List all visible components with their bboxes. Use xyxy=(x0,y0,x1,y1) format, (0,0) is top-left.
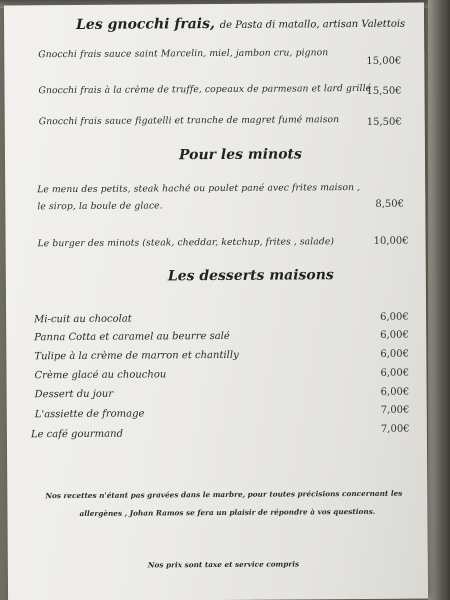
dessert-item-price: 6,00€ xyxy=(380,348,410,360)
kids-menu-line-1: Le menu des petits, steak haché ou poulet pané avec frites maison , xyxy=(37,181,361,196)
dessert-item-price: 7,00€ xyxy=(380,404,410,416)
minots-heading: Pour les minots xyxy=(178,146,302,164)
gnocchi-subheading: de Pasta di matallo, artisan Valettois xyxy=(219,18,406,31)
dessert-item-price: 6,00€ xyxy=(380,386,410,398)
prices-note: Nos prix sont taxe et service compris xyxy=(147,559,300,570)
menu-page xyxy=(4,3,428,600)
gnocchi-item-name: Gnocchi frais sauce saint Marcelin, miel, jambon cru, pignon xyxy=(38,47,329,61)
background-right-edge xyxy=(428,0,450,600)
gnocchi-item-name: Gnocchi frais à la crème de truffe, copeaux de parmesan et lard grillé xyxy=(38,82,372,97)
dessert-item-price: 7,00€ xyxy=(380,423,410,435)
dessert-item-price: 6,00€ xyxy=(380,311,409,323)
gnocchi-item-price: 15,00€ xyxy=(366,55,402,67)
kids-burger-price: 10,00€ xyxy=(373,235,409,247)
dessert-item-name: L'assiette de fromage xyxy=(34,408,145,421)
dessert-item-name: Tulipe à la crème de marron et chantilly xyxy=(34,349,239,363)
gnocchi-item-price: 15,50€ xyxy=(366,85,402,97)
dessert-item-name: Mi-cuit au chocolat xyxy=(34,313,132,326)
kids-burger: Le burger des minots (steak, cheddar, ketchup, frites , salade) xyxy=(37,236,335,250)
kids-menu-line-2: le sirop, la boule de glace. xyxy=(37,200,163,213)
gnocchi-item-name: Gnocchi frais sauce figatelli et tranche de magret fumé maison xyxy=(38,114,340,128)
gnocchi-item-price: 15,50€ xyxy=(366,116,402,128)
gnocchi-heading-text: Les gnocchi frais, xyxy=(76,16,215,33)
kids-menu-price: 8,50€ xyxy=(375,198,405,210)
allergen-note-line-2: allergènes , Johan Ramos se fera un plaisir de répondre à vos questions. xyxy=(79,506,376,518)
dessert-item-name: Crème glacé au chouchou xyxy=(34,369,167,382)
dessert-item-price: 6,00€ xyxy=(380,329,409,341)
gnocchi-heading xyxy=(76,15,405,33)
dessert-item-name: Dessert du jour xyxy=(34,388,114,401)
dessert-item-name: Panna Cotta et caramel au beurre salé xyxy=(34,330,230,344)
desserts-heading: Les desserts maisons xyxy=(167,267,334,285)
dessert-item-name: Le café gourmand xyxy=(30,428,123,441)
allergen-note-line-1: Nos recettes n'étant pas gravées dans le marbre, pour toutes précisions concernant les xyxy=(45,488,403,501)
dessert-item-price: 6,00€ xyxy=(380,367,410,379)
